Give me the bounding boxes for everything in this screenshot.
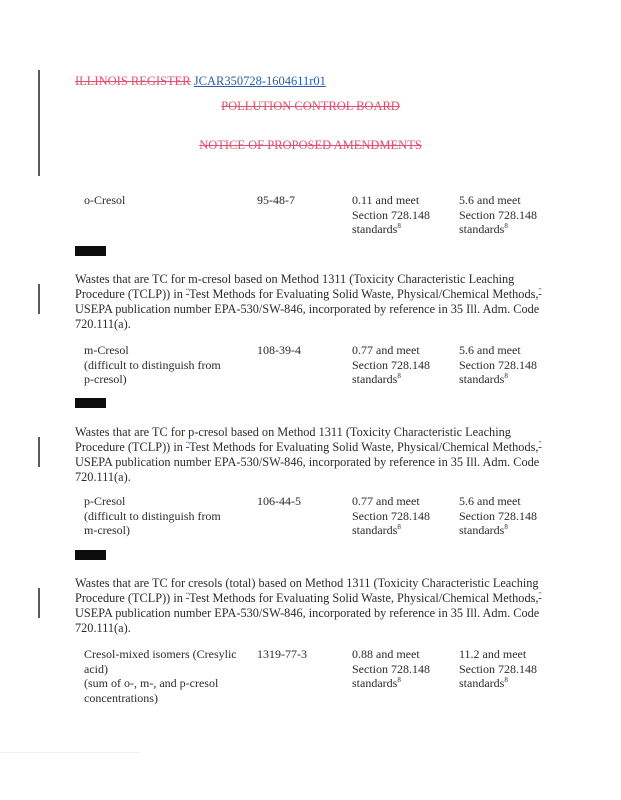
- board-title: POLLUTION CONTROL BOARD: [221, 99, 400, 113]
- wastewater-standard: 0.88 and meet Section 728.148 standards$^8$: [352, 647, 430, 690]
- footnote-ref: 8: [397, 523, 401, 531]
- paragraph-m-cresol: Wastes that are TC for m-cresol based on Method 1311 (Toxicity Characteristic Leaching Procedure (TCLP)) in “Test Methods for Evaluating Solid Waste, Physical/Chemical Methods,” USEPA publication number EPA-530/SW-846, incorporated by reference in 35 Ill. Adm. Code 720.111(a).: [75, 272, 542, 331]
- footnote-ref: 8: [397, 222, 401, 230]
- constituent-name: Cresol-mixed isomers (Cresylic acid) (sum of o-, m-, and p-cresol concentrations): [84, 647, 237, 705]
- constituent-name: o-Cresol: [84, 193, 126, 207]
- wastewater-standard: 0.77 and meet Section 728.148 standards$^8$: [352, 343, 430, 386]
- cas-number: 95-48-7: [257, 193, 295, 207]
- footnote-marker: ”: [538, 439, 542, 448]
- register-line: [75, 74, 326, 89]
- nonwastewater-standard: 5.6 and meet Section 728.148 standards$^8$: [459, 343, 537, 386]
- wastewater-standard: 0.77 and meet Section 728.148 standards$^8$: [352, 494, 430, 537]
- redaction-block: [75, 246, 106, 256]
- change-bar-header: [38, 70, 40, 176]
- wastewater-standard: 0.11 and meet Section 728.148 standards$^8$: [352, 193, 430, 236]
- footnote-ref: 8: [397, 372, 401, 380]
- nonwastewater-standard: 5.6 and meet Section 728.148 standards$^8$: [459, 193, 537, 236]
- register-deleted-text: ILLINOIS REGISTER: [75, 74, 191, 88]
- cas-number: 106-44-5: [257, 494, 301, 508]
- footnote-ref: 8: [397, 676, 401, 684]
- change-bar-paragraph-1: [38, 284, 40, 314]
- cas-number: 1319-77-3: [257, 647, 307, 661]
- paragraph-p-cresol: Wastes that are TC for p-cresol based on Method 1311 (Toxicity Characteristic Leaching Procedure (TCLP)) in “Test Methods for Evaluating Solid Waste, Physical/Chemical Methods,” USEPA publication number EPA-530/SW-846, incorporated by reference in 35 Ill. Adm. Code 720.111(a).: [75, 425, 542, 484]
- footnote-marker: ”: [538, 286, 542, 295]
- footnote-marker: “: [185, 439, 190, 448]
- footnote-ref: 8: [504, 676, 508, 684]
- footnote-ref: 8: [504, 222, 508, 230]
- nonwastewater-standard: 5.6 and meet Section 728.148 standards$^8$: [459, 494, 537, 537]
- footnote-marker: ”: [538, 590, 542, 599]
- notice-title: NOTICE OF PROPOSED AMENDMENTS: [199, 138, 422, 152]
- change-bar-paragraph-3: [38, 588, 40, 618]
- footnote-ref: 8: [504, 372, 508, 380]
- footnote-marker: “: [185, 590, 190, 599]
- register-inserted-text: JCAR350728-1604611r01: [193, 74, 326, 88]
- footnote-marker: “: [185, 286, 190, 295]
- nonwastewater-standard: 11.2 and meet Section 728.148 standards$^8$: [459, 647, 537, 690]
- redaction-block: [75, 550, 106, 560]
- paragraph-cresols-total: Wastes that are TC for cresols (total) based on Method 1311 (Toxicity Characteristic Leaching Procedure (TCLP)) in “Test Methods for Evaluating Solid Waste, Physical/Chemical Methods,” USEPA publication number EPA-530/SW-846, incorporated by reference in 35 Ill. Adm. Code 720.111(a).: [75, 576, 542, 635]
- constituent-name: p-Cresol (difficult to distinguish from m-cresol): [84, 494, 221, 537]
- change-bar-paragraph-2: [38, 437, 40, 467]
- footnote-ref: 8: [504, 523, 508, 531]
- footer-rule: [0, 752, 140, 753]
- cas-number: 108-39-4: [257, 343, 301, 357]
- constituent-name: m-Cresol (difficult to distinguish from p-cresol): [84, 343, 221, 386]
- redaction-block: [75, 398, 106, 408]
